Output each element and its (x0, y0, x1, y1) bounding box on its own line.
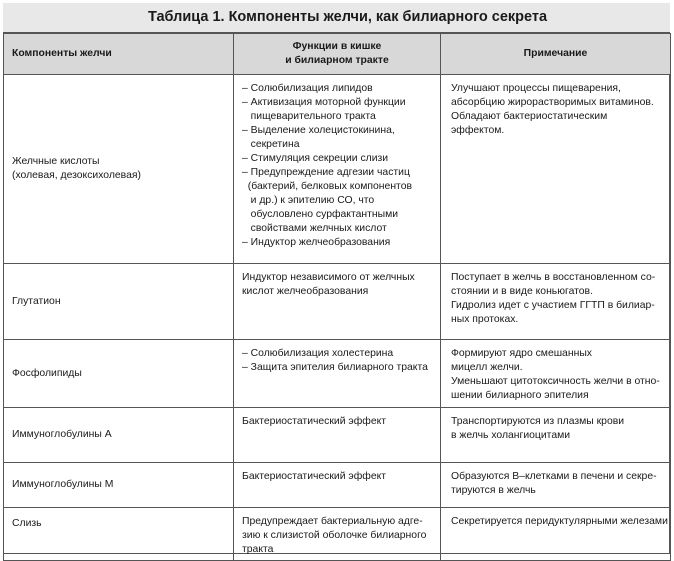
function-line: – Активизация моторной функции (242, 97, 406, 108)
header-component: Компоненты желчи (4, 34, 234, 75)
table-row (4, 463, 671, 508)
function-line: Индуктор независимого от желчных (242, 272, 415, 283)
component-name-cell (4, 75, 234, 264)
function-line: тракта (242, 544, 274, 555)
note-cell (441, 408, 671, 463)
function-line: свойствами желчных кислот (242, 223, 387, 234)
component-name-cell (4, 408, 234, 463)
function-line: – Предупреждение адгезии частиц (242, 167, 410, 178)
function-line: – Выделение холецистокинина, (242, 125, 395, 136)
note-cell (441, 75, 671, 264)
table-row (4, 264, 671, 340)
function-line: (бактерий, белковых компонентов (242, 181, 412, 192)
function-line: зию к слизистой оболочке билиарного (242, 530, 427, 541)
function-cell (234, 508, 441, 561)
note-line: ных протоках. (451, 314, 519, 325)
note-line: шении билиарного эпителия (451, 390, 589, 401)
note-cell (441, 264, 671, 340)
function-cell (234, 264, 441, 340)
component-name: Слизь (12, 518, 42, 529)
note-line: эффектом. (451, 125, 505, 136)
component-name: Глутатион (12, 295, 61, 307)
function-line: Бактериостатический эффект (242, 416, 387, 427)
note-line: Уменьшают цитотоксичность желчи в отно- (451, 376, 660, 387)
header-row (4, 34, 671, 75)
function-cell (234, 75, 441, 264)
function-line: – Стимуляция секреции слизи (242, 153, 389, 164)
table-row (4, 340, 671, 408)
function-cell (234, 340, 441, 408)
note-line: мицелл желчи. (451, 362, 523, 373)
component-name: Желчные кислоты (12, 156, 100, 167)
note-line: Обладают бактериостатическим (451, 111, 608, 122)
function-line: – Защита эпителия билиарного тракта (242, 362, 428, 373)
function-cell (234, 408, 441, 463)
table-title: Таблица 1. Компоненты желчи, как билиарного секрета (3, 3, 670, 33)
note-line: Транспортируются из плазмы крови (451, 416, 625, 427)
note-line: Секретируется перидуктулярными железами (451, 516, 668, 527)
note-line: Формируют ядро смешанных (451, 348, 592, 359)
header-function (234, 34, 441, 75)
function-line: – Солюбилизация липидов (242, 83, 373, 94)
note-line: Образуются В–клетками в печени и секре- (451, 471, 657, 482)
function-cell (234, 463, 441, 508)
note-cell (441, 508, 671, 561)
component-name: Фосфолипиды (12, 367, 82, 379)
component-name-cell (4, 463, 234, 508)
function-line: Предупреждает бактериальную адге- (242, 516, 423, 527)
header-function-line1: Функции в кишке (292, 41, 382, 52)
function-line: Бактериостатический эффект (242, 471, 387, 482)
function-line: и др.) к эпителию СО, что (242, 195, 375, 206)
function-line: – Солюбилизация холестерина (242, 348, 394, 359)
component-name: Иммуноглобулины М (12, 479, 114, 490)
note-line: абсорбцию жирорастворимых витаминов. (451, 97, 654, 108)
function-line: обусловлено сурфактантными (242, 209, 399, 220)
header-function-line2: и билиарном тракте (285, 55, 389, 66)
note-line: тируются в желчь (451, 485, 536, 496)
note-line: стоянии и в виде коньюгатов. (451, 286, 593, 297)
header-note: Примечание (441, 34, 671, 75)
note-line: Поступает в желчь в восстановленном со- (451, 272, 656, 283)
component-name-cell (4, 508, 234, 561)
function-line: секретина (242, 139, 300, 150)
note-line: в желчь холангиоцитами (451, 430, 571, 441)
note-cell (441, 463, 671, 508)
note-cell (441, 340, 671, 408)
table-row (4, 75, 671, 264)
component-name-cell (4, 340, 234, 408)
table-row (4, 408, 671, 463)
table-row (4, 508, 671, 561)
function-line: пищеварительного тракта (242, 111, 376, 122)
function-line: – Индуктор желчеобразования (242, 237, 391, 248)
function-line: кислот желчеобразования (242, 286, 369, 297)
bile-components-table (3, 33, 671, 561)
note-line: Улучшают процессы пищеварения, (451, 83, 621, 94)
component-name: (холевая, дезоксихолевая) (12, 170, 141, 181)
component-name: Иммуноглобулины А (12, 429, 112, 440)
component-name-cell (4, 264, 234, 340)
note-line: Гидролиз идет с участием ГГТП в билиар- (451, 300, 655, 311)
